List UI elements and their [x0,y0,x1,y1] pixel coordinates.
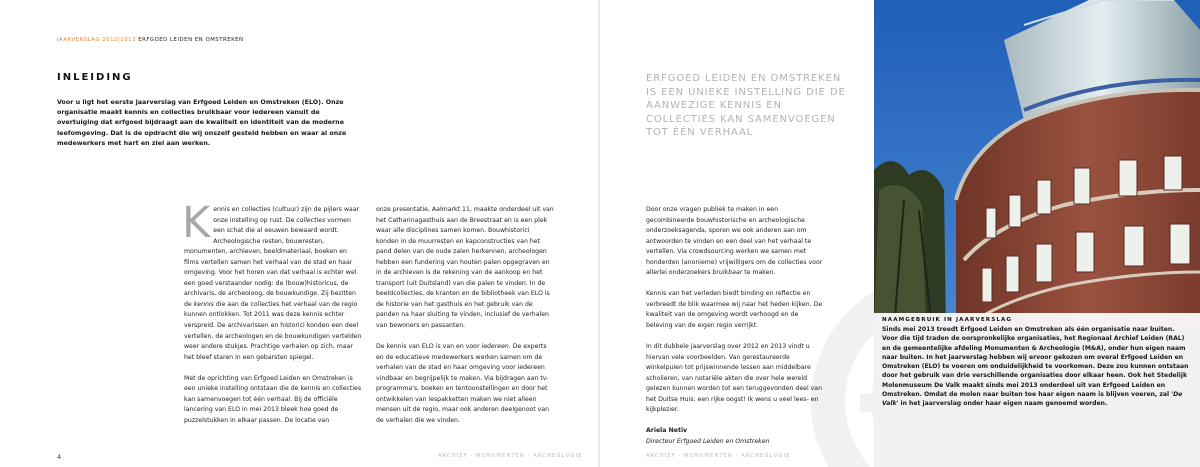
emphasis: 'De Valk' [882,391,1183,408]
body-paragraph [646,205,826,279]
running-head [57,37,244,43]
body-paragraph [182,198,362,363]
body-paragraph: Kennis van het verleden biedt binding en reflectie en verbreedt de blik waarmee wij naar het heden kijken. De kwaliteit van de omgeving wordt verhoogd en de beleving van de eigen regio verrijkt. [646,290,823,330]
emphasis: kennis [193,300,214,308]
text-run: . Bij de officiële lancering van ELO in mei 2013 bleek hoe goed de puzzelstukken in elkaar passen. De locatie van [184,395,339,424]
footer-tags: ARCHIEF · MONUMENTEN · ARCHEOLOGIE [646,453,791,459]
body-column-3 [646,205,826,448]
info-box [874,313,1200,467]
text-run: in het jaarverslag onder haar eigen naam genoemd worden. [898,400,1108,408]
body-column-1 [182,198,362,437]
emphasis: bruikbaar [712,269,743,277]
body-paragraph: In dit dubbele jaarverslag over 2012 en 2013 vindt u hiervan vele voorbeelden. Van gerestaureerde winkelpuien tot prijswinnende lessen aan middelbare scholieren, van notariële akten die over hele wereld gelezen kunnen worden tot een teruggevonden deel van het Duitse Huis: een rijke oogst! Ik wens u veel lees- en kijkplezier. [646,343,823,414]
info-box-body [882,325,1192,409]
signature-role: Directeur Erfgoed Leiden en Omstreken [646,438,770,446]
body-paragraph: onze presentatie, Aalmarkt 11, maakte onderdeel uit van het Catharinagasthuis aan de Breestraat en is een plek waar alle disciplines samen komen. Bouwhistorici konden in de muurresten en kapconstructies van het pand delen van de oude zalen herkennen, archeologen hebben een fundering van houten palen opgegraven en in de archieven is de rekening van de aankoop en het transport (uit Duitsland) van die palen te vinden. In de beeldcollecties, de kranten en de bibliotheek van ELO is de historie van het gasthuis en het gebruik van de panden na haar sluiting te vinden, inclusief de verhalen van bewoners en passanten. [376,206,554,330]
emphasis: collecties [296,216,326,224]
section-heading: INLEIDING [57,72,133,83]
footer-tags: ARCHIEF · MONUMENTEN · ARCHEOLOGIE [438,453,583,459]
signature-name: Ariela Netiv [646,427,688,435]
text-run: te maken. [742,269,776,277]
emphasis: verhaal [266,395,291,403]
info-box-heading: NAAMGEBRUIK IN JAARVERSLAG [882,317,1013,323]
intro-paragraph: Voor u ligt het eerste jaarverslag van Erfgoed Leiden en Omstreken (ELO). Onze organisatie maakt kennis en collecties bruikbaar voor iedereen vanuit de overtuiging dat erfgoed bijdraagt aan de kwaliteit en identiteit van de moderne leefomgeving. Dat is de opdracht die wij onszelf gesteld hebben en waar al onze medewerkers met hart en ziel aan werken. [57,99,347,147]
running-head-title: ERFGOED LEIDEN EN OMSTREKEN [138,37,244,43]
body-paragraph [184,374,362,427]
text-run: die aan de collecties het verhaal van de regio kunnen ontlokken. Tot 2011 was deze kennis echter verspreid. De archivarissen en historici konden een deel vertellen, de archeologen en de bouwkundigen vertelden weer andere stukjes. Prachtige verhalen op zich, maar het bleef staren in een gebarsten spiegel. [184,300,362,361]
text-run: . De experts en de educatieve medewerkers werken samen om de verhalen van de stad en haar omgeving voor iedereen vindbaar en begrijpelijk te maken. Via bijdragen aan tv-programma's, boeken en tentoonstellingen en door het ontwikkelen van lespakketten maken we niet alleen mensen uit de regio, maar ook anderen deelgenoot van de verhalen die we vinden. [376,343,550,424]
drop-cap: K [182,198,211,248]
text-run: Sinds mei 2013 treedt Erfgoed Leiden en Omstreken als één organisatie naar buiten. Voor die tijd traden de oorspronkelijke organisaties, het Regionaal Archief Leiden (RAL) en de gemeentelijke afdeling Monumenten & Archeologie (M&A), onder hun eigen naam naar buiten. In het jaarverslag hebben wij ervoor gekozen om overal Erfgoed Leiden en Omstreken (ELO) te voeren om onduidelijkheid te voorkomen. Deze zou kunnen ontstaan door het gebruik van drie verschillende organisaties door elkaar heen. Ook het Stedelijk Molenmuseum De Valk maakt sinds mei 2013 onderdeel uit van Erfgoed Leiden en Omstreken. Omdat de molen naar buiten toe haar eigen naam is blijven voeren, zal [882,326,1189,399]
text-run: Door onze vragen publiek te maken in een gecombineerde bouwhistorische en archeologische onderzoeksagenda, sporen we ook anderen aan om antwoorden te vinden en een deel van het verhaal te vertellen. Via crowdsourcing werken we samen met honderden (anonieme) vrijwilligers om de collecties voor allerlei onderzoekers [646,206,823,277]
left-page [0,0,598,467]
text-run: ennis en collecties (cultuur) zijn de pijlers waar onze instelling op rust. De [213,206,360,224]
body-column-2 [376,205,554,437]
text-run: De kennis van ELO is van en voor [376,343,482,351]
page-number: 4 [57,453,62,461]
right-page [600,0,1200,467]
emphasis: iedereen [481,343,509,351]
text-run: Met de oprichting van Erfgoed Leiden en Omstreken is een unieke instelling ontstaan die de kennis en collecties kan samenvoegen tot één [184,374,362,403]
running-head-year: JAARVERSLAG 2012|2013 [57,37,136,43]
pull-quote: ERFGOED LEIDEN EN OMSTREKEN IS EEN UNIEKE INSTELLING DIE DE AANWEZIGE KENNIS EN COLLECTIES KAN SAMENVOEGEN TOT ÉÉN VERHAAL [646,73,846,139]
body-paragraph [376,342,554,426]
text-run: vormen een schat die al eeuwen bewaard wordt. Archeologische resten, bouwresten, monumenten, archieven, beeldmateriaal, boeken en films vertellen samen het verhaal van de stad en haar omgeving. Voor het horen van dat verhaal is echter wel een goed verstaander nodig: de (bouw)historicus, de archivaris, de archeoloog, de bouwkundige. Zij bezitten de [184,216,357,308]
